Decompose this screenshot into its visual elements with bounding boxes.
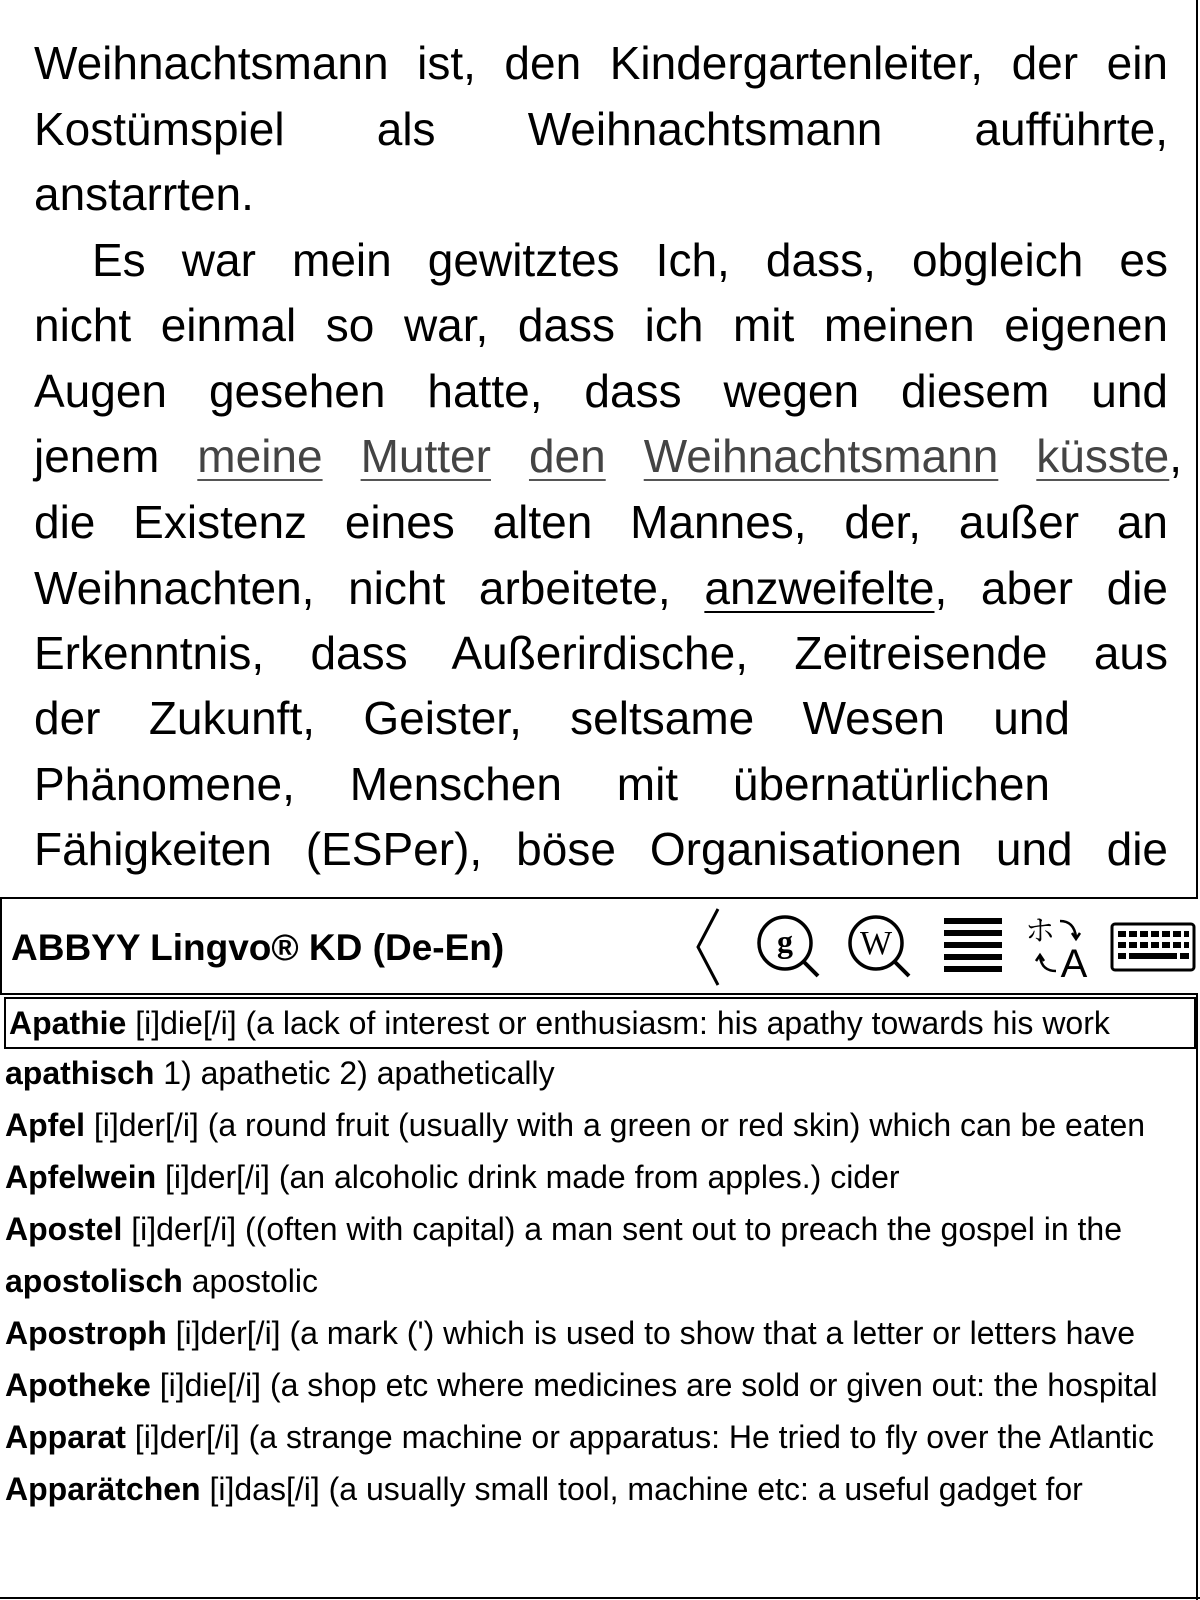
text-line-link	[34, 555, 1168, 621]
list-item[interactable]	[0, 1203, 1198, 1255]
text-line: Phänomene, Menschen mit übernatürlichen	[34, 758, 1050, 810]
punctuation: ,	[1169, 430, 1183, 482]
text-line: Fähigkeiten (ESPer), böse Organisationen und die	[34, 823, 1168, 875]
lookup-word-link[interactable]: anzweifelte	[704, 562, 935, 614]
headword: Apparat	[5, 1419, 126, 1455]
wikipedia-search-icon[interactable]	[845, 909, 915, 985]
wiki-glyph: W	[859, 925, 893, 962]
text-fragment: Weihnachten, nicht arbeitete,	[34, 562, 671, 614]
selected-word[interactable]: Weihnachtsmann	[643, 430, 999, 482]
list-item[interactable]	[0, 1411, 1198, 1463]
list-item[interactable]	[0, 1307, 1198, 1359]
headword: Apathie	[9, 1005, 127, 1041]
definition: [i]der[/i] (an alcoholic drink made from apples.) cider	[165, 1159, 900, 1195]
selected-word[interactable]: Mutter	[360, 430, 491, 482]
definition: apostolic	[191, 1263, 318, 1299]
list-icon[interactable]	[942, 909, 1004, 985]
text-line: Erkenntnis, dass Außerirdische, Zeitreisende aus	[34, 627, 1168, 679]
bottom-border	[0, 1597, 1200, 1599]
list-item[interactable]	[0, 1047, 1198, 1099]
list-item[interactable]	[0, 1359, 1198, 1411]
definition: [i]der[/i] (a mark (') which is used to show that a letter or letters have	[175, 1315, 1136, 1351]
dictionary-title: ABBYY Lingvo® KD (De-En)	[11, 927, 505, 968]
definition: [i]der[/i] (a round fruit (usually with a green or red skin) which can be eaten	[93, 1107, 1146, 1143]
headword: Apparätchen	[5, 1471, 201, 1507]
text-line: Weihnachtsmann ist, den Kindergartenleiter, der ein	[34, 37, 1168, 89]
text-fragment: , aber die	[934, 562, 1169, 614]
headword: apostolisch	[5, 1263, 183, 1299]
text-line: Es war mein gewitztes Ich, dass, obgleich es	[92, 234, 1168, 286]
list-item[interactable]	[4, 997, 1196, 1049]
headword: Apostel	[5, 1211, 123, 1247]
keyboard-icon[interactable]	[1110, 909, 1196, 985]
headword: Apotheke	[5, 1367, 151, 1403]
text-line: nicht einmal so war, dass ich mit meinen eigenen	[34, 299, 1168, 351]
headword: Apostroph	[5, 1315, 167, 1351]
selected-word[interactable]: küsste	[1036, 430, 1170, 482]
translate-glyph-a: ホ	[1025, 914, 1055, 949]
definition: [i]das[/i] (a usually small tool, machine etc: a useful gadget for	[209, 1471, 1083, 1507]
definition: [i]der[/i] ((often with capital) a man sent out to preach the gospel in the	[131, 1211, 1122, 1247]
definition: [i]die[/i] (a lack of interest or enthusiasm: his apathy towards his work	[135, 1005, 1110, 1041]
text-line: Kostümspiel als Weihnachtsmann aufführte,	[34, 103, 1168, 155]
translate-glyph-b: A	[1060, 942, 1088, 983]
definition: 1) apathetic 2) apathetically	[163, 1055, 555, 1091]
text-line: Augen gesehen hatte, dass wegen diesem und	[34, 365, 1168, 417]
selected-word[interactable]: meine	[197, 430, 323, 482]
definition: [i]der[/i] (a strange machine or apparatus: He tried to fly over the Atlantic	[134, 1419, 1154, 1455]
list-item[interactable]	[0, 1099, 1198, 1151]
list-item[interactable]	[0, 1463, 1198, 1515]
headword: apathisch	[5, 1055, 155, 1091]
list-item[interactable]	[0, 1151, 1198, 1203]
back-icon[interactable]	[684, 909, 732, 985]
selected-word[interactable]: den	[528, 430, 606, 482]
list-item[interactable]	[0, 1255, 1198, 1307]
google-search-icon[interactable]	[754, 909, 824, 985]
text-line: die Existenz eines alten Mannes, der, außer an	[34, 496, 1168, 548]
headword: Apfel	[5, 1107, 85, 1143]
text-line: der Zukunft, Geister, seltsame Wesen und	[34, 692, 1070, 744]
definition: [i]die[/i] (a shop etc where medicines are sold or given out: the hospital	[159, 1367, 1158, 1403]
translate-icon[interactable]	[1024, 909, 1096, 985]
text-line: anstarrten.	[34, 168, 254, 220]
headword: Apfelwein	[5, 1159, 157, 1195]
dictionary-toolbar	[0, 897, 1198, 995]
text-line-selection	[34, 423, 1183, 489]
google-glyph: g	[777, 923, 793, 959]
text-word[interactable]: jenem	[34, 430, 160, 482]
